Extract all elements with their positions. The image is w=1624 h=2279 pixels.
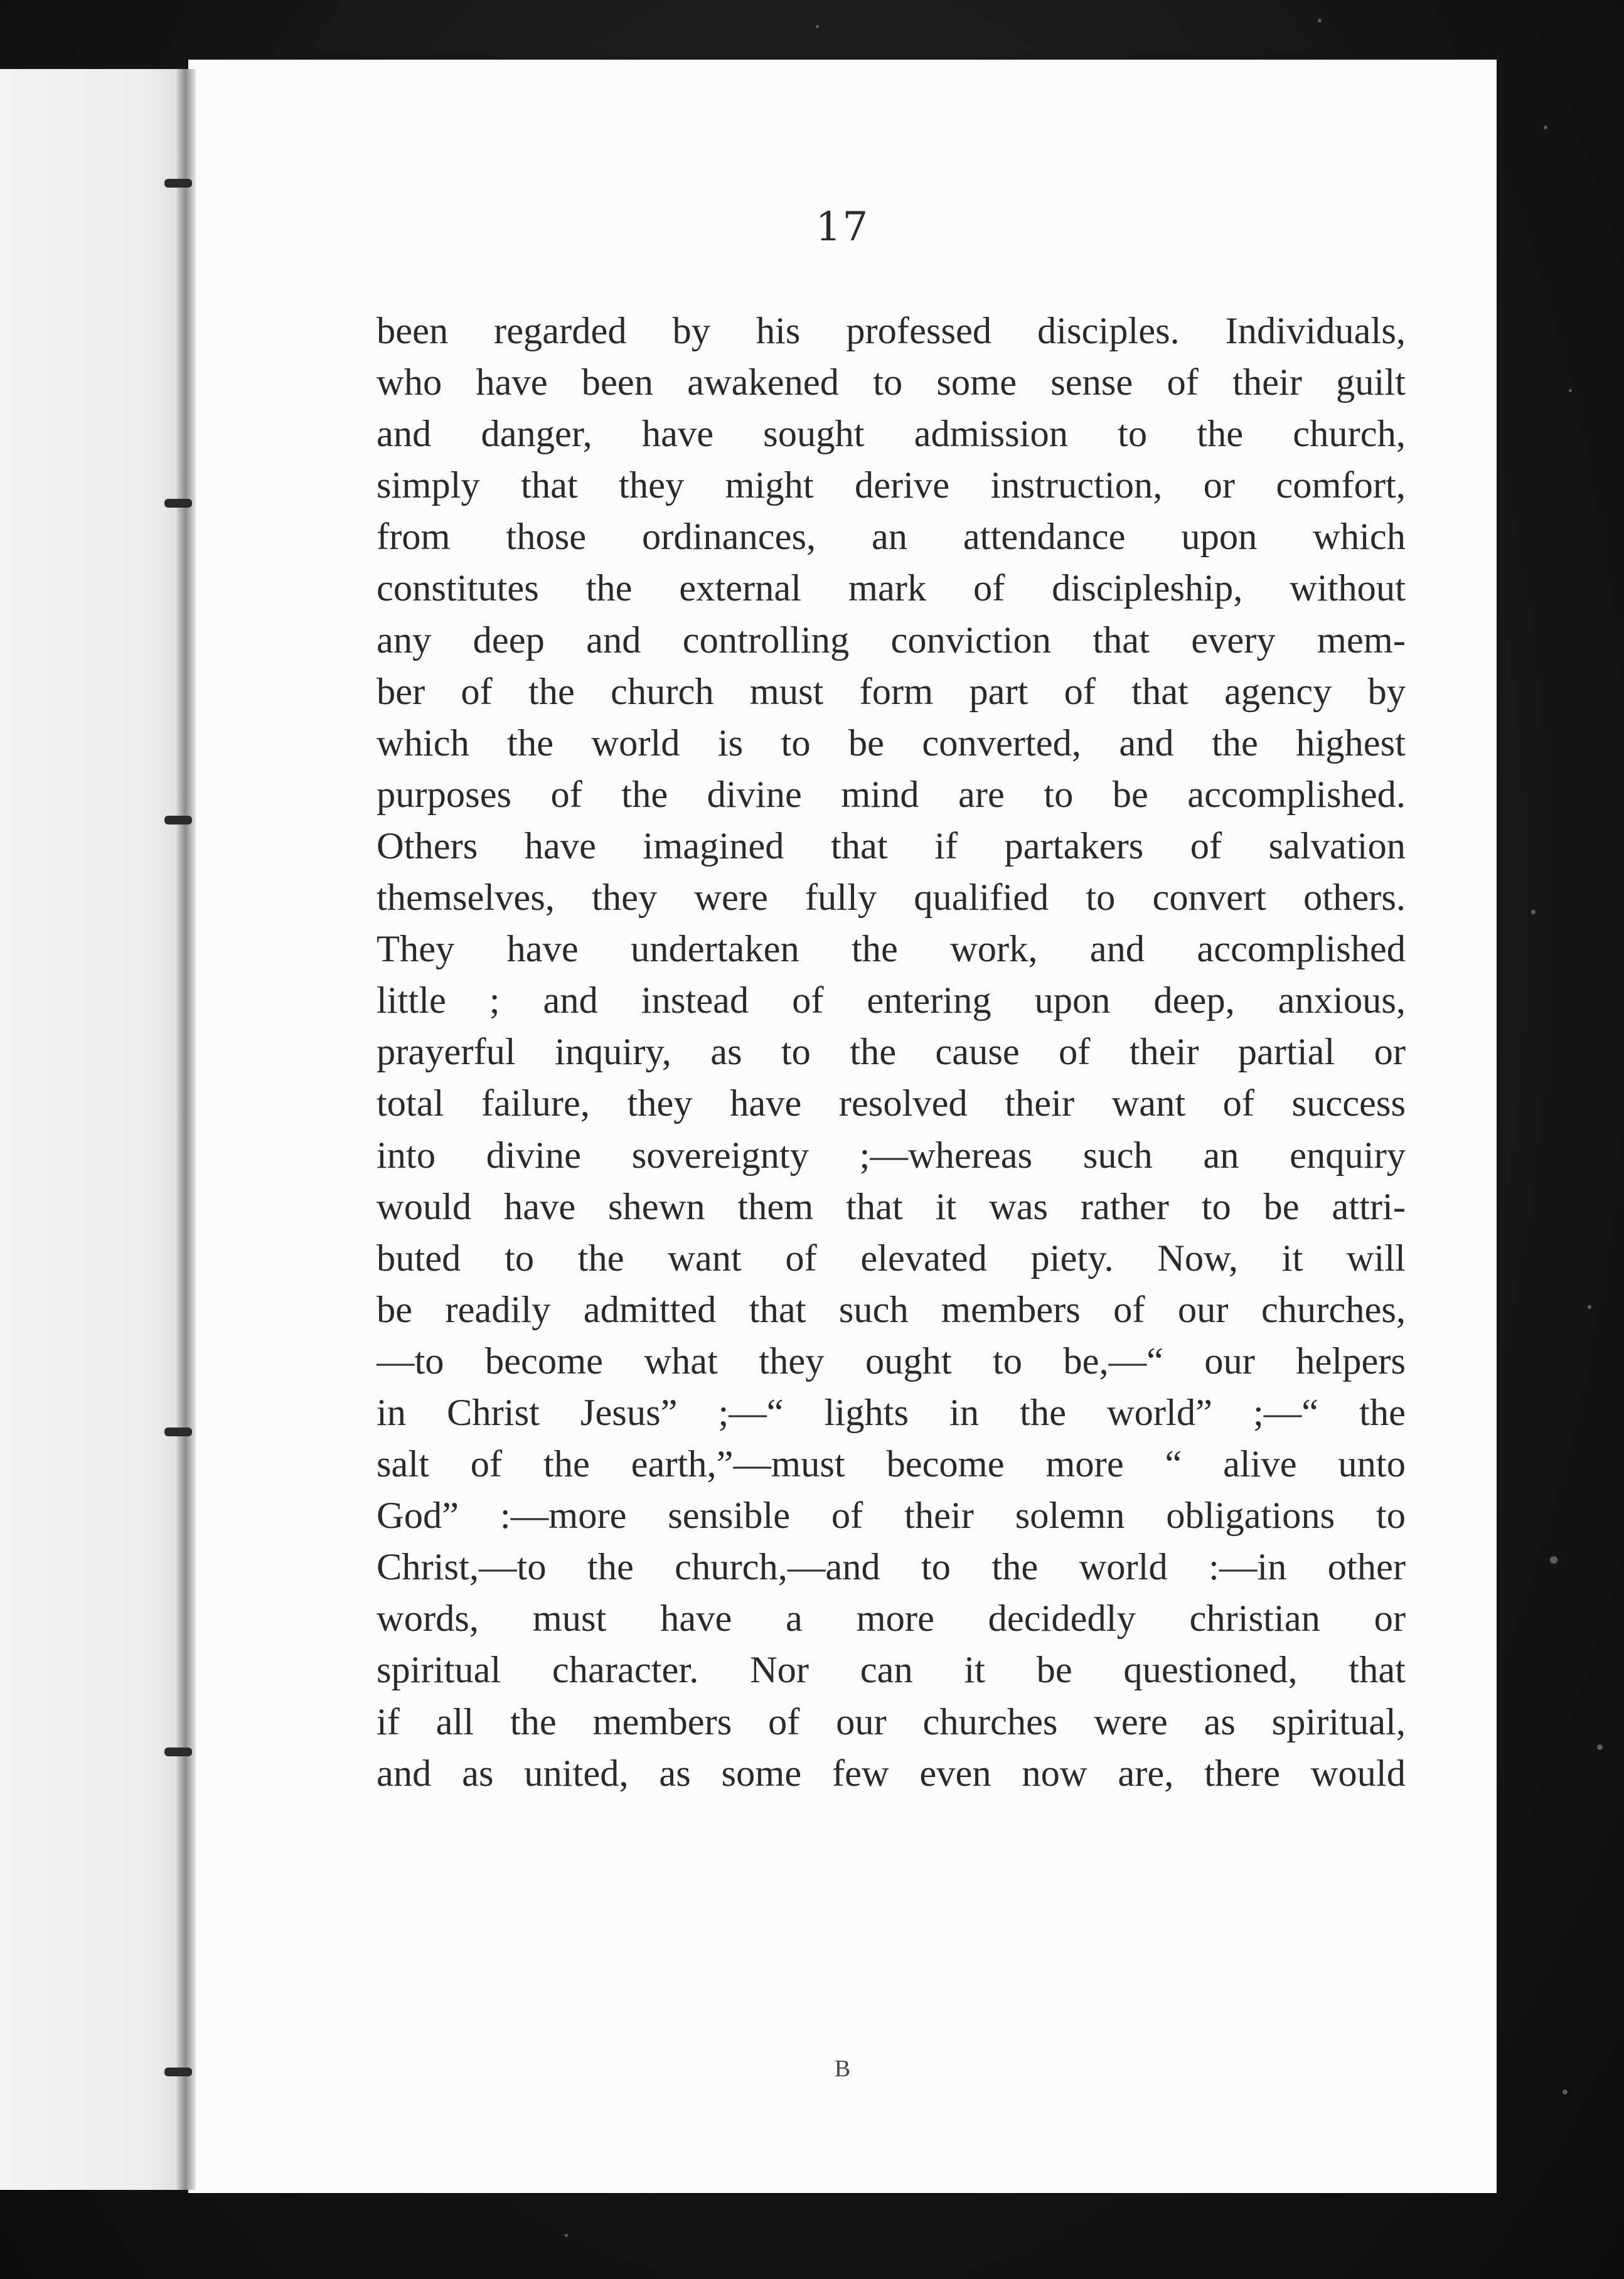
text-line: who have been awakened to some sense of their guilt — [377, 361, 1406, 404]
text-line: total failure, they have resolved their want of success — [377, 1082, 1406, 1125]
book-binding-gutter — [177, 69, 196, 2190]
binding-stitch — [164, 1428, 192, 1436]
text-line: which the world is to be converted, and the highest — [377, 722, 1406, 764]
book-page — [188, 60, 1497, 2193]
text-line: ber of the church must form part of that agency by — [377, 670, 1406, 713]
text-line: be readily admitted that such members of our churches, — [377, 1288, 1406, 1331]
text-line: simply that they might derive instruction, or comfort, — [377, 464, 1406, 507]
text-line: themselves, they were fully qualified to convert others. — [377, 877, 1406, 919]
text-line: and as united, as some few even now are, there would — [377, 1752, 1406, 1795]
text-line: in Christ Jesus” ;—“ lights in the world” ;—“ the — [377, 1391, 1406, 1434]
page-body-text — [377, 306, 1406, 1800]
text-line: any deep and controlling conviction that every mem- — [377, 619, 1406, 661]
text-line: constitutes the external mark of discipleship, without — [377, 567, 1406, 610]
text-line: Others have imagined that if partakers of salvation — [377, 825, 1406, 867]
scan-speck — [816, 25, 819, 28]
previous-leaf-edge — [0, 69, 188, 2190]
binding-stitch — [164, 2068, 192, 2076]
scan-speck — [1318, 19, 1322, 23]
scan-speck — [1563, 2090, 1568, 2095]
text-line: salt of the earth,”—must become more “ alive unto — [377, 1443, 1406, 1486]
text-line: would have shewn them that it was rather to be attri- — [377, 1185, 1406, 1228]
text-line: been regarded by his professed disciples. Individuals, — [377, 310, 1406, 352]
scan-speck — [1550, 1556, 1557, 1564]
scan-speck — [565, 2234, 568, 2237]
text-line: words, must have a more decidedly christian or — [377, 1598, 1406, 1640]
text-line: spiritual character. Nor can it be questioned, that — [377, 1649, 1406, 1692]
text-line: —to become what they ought to be,—“ our helpers — [377, 1340, 1406, 1382]
binding-stitch — [164, 816, 192, 825]
text-line: into divine sovereignty ;—whereas such an enquiry — [377, 1134, 1406, 1177]
signature-mark: B — [834, 2056, 851, 2082]
page-number: 17 — [815, 204, 870, 250]
scan-speck — [1531, 910, 1536, 914]
text-line: if all the members of our churches were as spiritual, — [377, 1700, 1406, 1743]
scan-speck — [1597, 1744, 1603, 1750]
scan-speck — [1544, 125, 1547, 129]
text-line: purposes of the divine mind are to be accomplished. — [377, 773, 1406, 816]
binding-stitch — [164, 499, 192, 508]
scan-speck — [1588, 1305, 1591, 1309]
binding-stitch — [164, 179, 192, 188]
text-line: buted to the want of elevated piety. Now, it will — [377, 1237, 1406, 1279]
text-line: little ; and instead of entering upon deep, anxious, — [377, 979, 1406, 1022]
text-line: from those ordinances, an attendance upon which — [377, 516, 1406, 558]
text-line: Christ,—to the church,—and to the world :—in other — [377, 1546, 1406, 1589]
text-line: They have undertaken the work, and accomplished — [377, 928, 1406, 971]
text-line: God” :—more sensible of their solemn obligations to — [377, 1495, 1406, 1537]
text-line: and danger, have sought admission to the church, — [377, 413, 1406, 456]
scan-speck — [1569, 389, 1572, 392]
text-line: prayerful inquiry, as to the cause of their partial or — [377, 1031, 1406, 1074]
binding-stitch — [164, 1748, 192, 1756]
